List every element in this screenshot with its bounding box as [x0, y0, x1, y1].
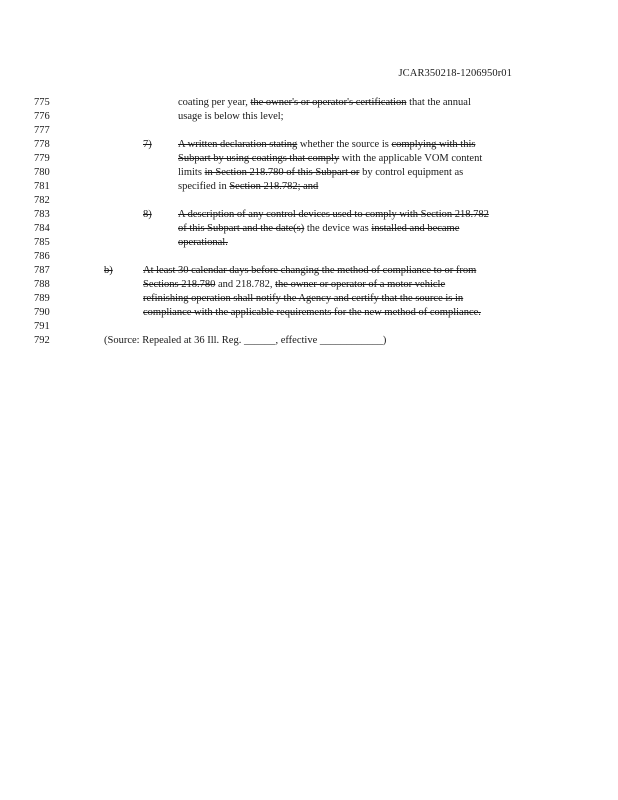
text-segment: limits	[178, 167, 205, 178]
line-number: 779	[34, 153, 50, 164]
text-line-783: A description of any control devices used to comply with Section 218.782	[178, 209, 489, 220]
line-number: 790	[34, 307, 50, 318]
text-line-776: usage is below this level;	[178, 111, 284, 122]
text-segment: the device was	[304, 223, 372, 234]
struck-text: before changing the method of compliance to or from	[251, 265, 477, 276]
text-line-790: compliance with the applicable requirements for the new method of compliance.	[143, 307, 481, 318]
text-line-779	[178, 152, 482, 166]
line-number: 782	[34, 195, 50, 206]
text-segment: that the annual	[406, 97, 471, 108]
struck-text: in Section 218.780 of this Subpart or	[204, 167, 360, 178]
text-segment: specified in	[178, 181, 230, 192]
text-line-785: operational.	[178, 237, 228, 248]
struck-text: Section 218.782; and	[229, 181, 319, 192]
line-number: 781	[34, 181, 50, 192]
line-number: 789	[34, 293, 50, 304]
item-label-7: 7)	[143, 139, 152, 150]
line-number: 786	[34, 251, 50, 262]
line-number: 777	[34, 125, 50, 136]
line-number: 788	[34, 279, 50, 290]
struck-text: Subpart by using coatings that comply	[178, 153, 340, 164]
text-line-789: refinishing operation shall notify the Agency and certify that the source is in	[143, 293, 464, 304]
line-number: 783	[34, 209, 50, 220]
struck-text: of this Subpart and the date(s)	[178, 223, 305, 234]
text-line-787	[143, 264, 476, 278]
line-number: 778	[34, 139, 50, 150]
struck-text: installed and became	[371, 223, 460, 234]
item-label-8: 8)	[143, 209, 152, 220]
line-number: 784	[34, 223, 50, 234]
text-line-781	[178, 180, 318, 194]
text-line-778	[178, 138, 475, 152]
item-label-b: b)	[104, 265, 113, 276]
text-segment: coating per year,	[178, 97, 251, 108]
text-line-780	[178, 166, 463, 180]
document-id: JCAR350218-1206950r01	[398, 68, 512, 79]
line-number: 780	[34, 167, 50, 178]
struck-text: At least 30 calendar days	[143, 265, 252, 276]
source-note: (Source: Repealed at 36 Ill. Reg. ______, effective ____________)	[104, 335, 387, 346]
text-segment: by control equipment as	[359, 167, 464, 178]
line-number: 785	[34, 237, 50, 248]
text-segment: with the applicable VOM content	[339, 153, 483, 164]
line-number: 775	[34, 97, 50, 108]
struck-text: A written declaration stating	[178, 139, 298, 150]
line-number: 787	[34, 265, 50, 276]
text-segment: and 218.782,	[215, 279, 276, 290]
struck-text: complying with this	[391, 139, 476, 150]
line-number: 776	[34, 111, 50, 122]
text-segment: whether the source is	[297, 139, 392, 150]
struck-text: the owner's or operator's certification	[250, 97, 407, 108]
struck-text: Sections 218.780	[143, 279, 216, 290]
line-number: 792	[34, 335, 50, 346]
line-number: 791	[34, 321, 50, 332]
struck-text: the owner or operator of a motor vehicle	[275, 279, 446, 290]
text-line-784	[178, 222, 459, 236]
text-line-788	[143, 278, 445, 292]
text-line-775	[178, 96, 471, 110]
